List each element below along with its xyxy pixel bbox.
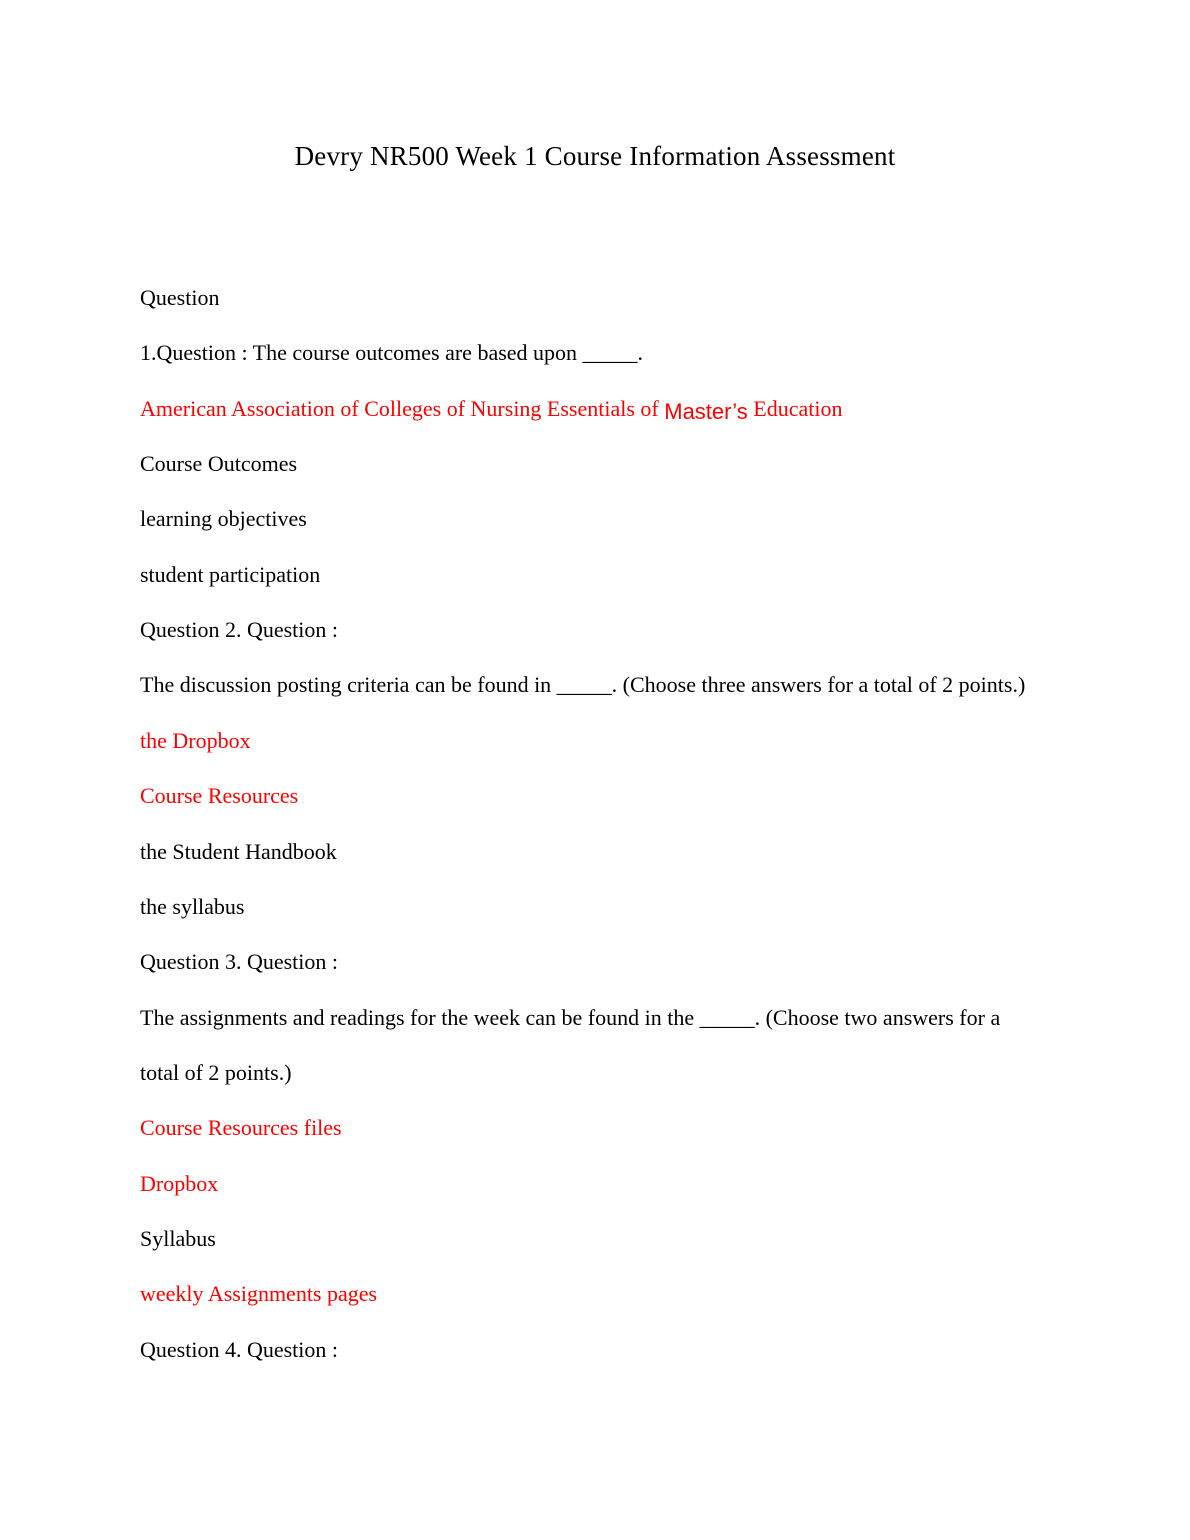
question-2-heading: Question 2. Question :	[140, 617, 338, 642]
question-4-heading: Question 4. Question :	[140, 1337, 338, 1362]
question-1-prompt: 1.Question : The course outcomes are based upon _____.	[140, 340, 644, 365]
question-3-answer-correct: Dropbox	[140, 1171, 219, 1196]
question-3-prompt-line-2: total of 2 points.)	[140, 1060, 292, 1085]
answer-text-part: Education	[747, 396, 843, 421]
question-1-option: Course Outcomes	[140, 451, 298, 476]
document-title: Devry NR500 Week 1 Course Information Assessment	[294, 141, 896, 171]
question-3-answer-correct: weekly Assignments pages	[140, 1281, 378, 1306]
question-3-prompt-line-1: The assignments and readings for the week can be found in the _____. (Choose two answers for a	[140, 1005, 1001, 1030]
question-2-prompt: The discussion posting criteria can be found in _____. (Choose three answers for a total of 2 points.)	[140, 672, 1026, 697]
question-3-option: Syllabus	[140, 1226, 216, 1251]
question-2-option: the Student Handbook	[140, 839, 337, 864]
question-2-answer-correct: the Dropbox	[140, 728, 251, 753]
question-2-option: the syllabus	[140, 894, 245, 919]
question-1-option: student participation	[140, 562, 321, 587]
answer-text-part: American Association of Colleges of Nursing Essentials of	[140, 396, 665, 421]
question-1-option: learning objectives	[140, 506, 307, 531]
question-2-answer-correct: Course Resources	[140, 783, 299, 808]
answer-text-part-masters: Master’s	[664, 399, 748, 424]
question-3-heading: Question 3. Question :	[140, 949, 338, 974]
question-3-answer-correct: Course Resources files	[140, 1115, 342, 1140]
question-1-answer-correct	[140, 395, 843, 423]
question-heading: Question	[140, 285, 220, 310]
